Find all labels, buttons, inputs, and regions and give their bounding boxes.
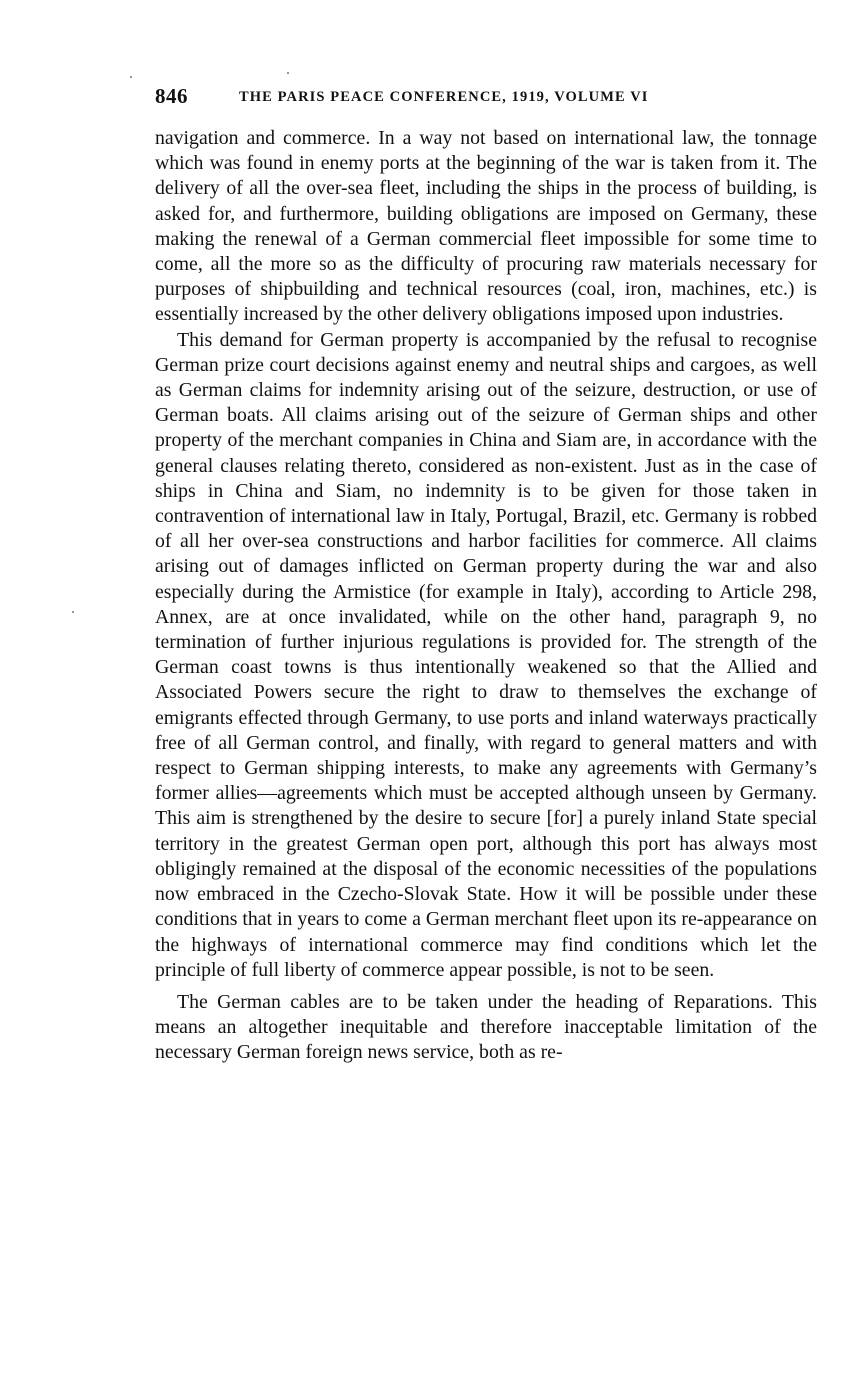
book-page	[155, 84, 817, 1066]
scan-speck	[72, 611, 74, 613]
running-title: THE PARIS PEACE CONFERENCE, 1919, VOLUME VI	[239, 89, 649, 105]
paragraph-continued: navigation and commerce. In a way not based on international law, the tonnage which was found in enemy ports at the beginning of the war is taken from it. The delivery of all the over-sea fleet, including the ships in the process of building, is asked for, and furthermore, building obligations are imposed on Germany, these making the renewal of a German commercial fleet impossible for some time to come, all the more so as the difficulty of procuring raw materials necessary for purposes of shipbuilding and technical resources (coal, iron, machines, etc.) is essentially increased by the other delivery obligations imposed upon industries.	[155, 127, 817, 326]
paragraph: This demand for German property is accompanied by the refusal to recognise German prize court decisions against enemy and neutral ships and cargoes, as well as German claims for indemnity arising out of the seizure, destruction, or use of German boats. All claims arising out of the seizure of German ships and other property of the merchant companies in China and Siam are, in accordance with the general clauses relating thereto, considered as non-existent. Just as in the case of ships in China and Siam, no indemnity is to be given for those taken in contravention of international law in Italy, Portugal, Brazil, etc. Germany is robbed of all her over-sea constructions and harbor facilities for commerce. All claims arising out of damages inflicted on German property during the war and also especially during the Armistice (for example in Italy), according to Article 298, Annex, are at once invalidated, while on the other hand, paragraph 9, no termination of further injurious regulations is provided for. The strength of the German coast towns is thus intentionally weakened so that the Allied and Associated Powers secure the right to draw to themselves the exchange of emigrants effected through Germany, to use ports and inland waterways practically free of all German control, and finally, with regard to general matters and with respect to German shipping interests, to make any agreements with Germany’s former allies—agreements which must be accepted although unseen by Germany. This aim is strengthened by the desire to secure [for] a purely inland State special territory in the greatest German open port, although this port has always most obligingly remained at the disposal of the economic necessities of the populations now embraced in the Czecho-Slovak State. How it will be possible under these conditions that in years to come a German merchant fleet upon its re-appearance on the highways of international commerce may find conditions which let the principle of full liberty of commerce appear possible, is not to be seen.	[155, 328, 817, 981]
body-text	[155, 126, 817, 1066]
page-number: 846	[155, 84, 188, 108]
paragraph: The German cables are to be taken under the heading of Reparations. This means an altogether inequitable and therefore inacceptable limitation of the necessary German foreign news service, both as re-	[155, 990, 817, 1064]
scan-speck	[287, 72, 289, 74]
scan-speck	[130, 76, 132, 78]
running-head	[155, 84, 817, 114]
